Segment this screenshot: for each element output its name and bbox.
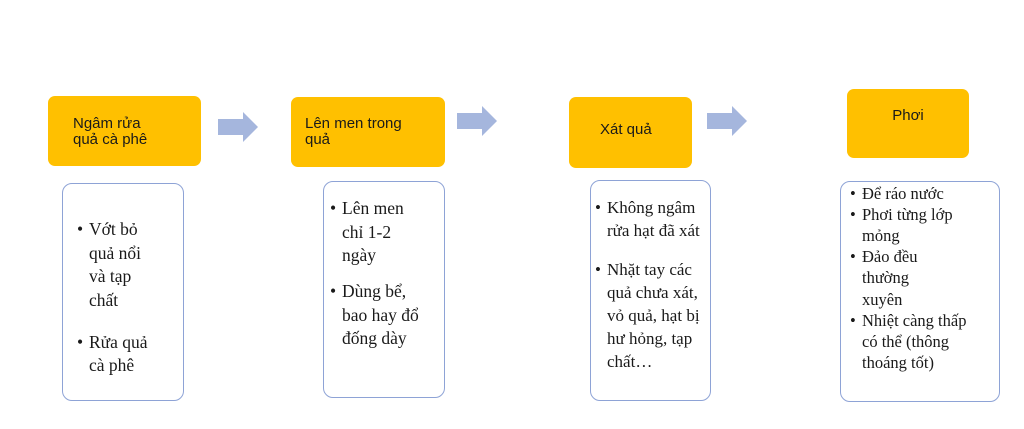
step-1-box — [48, 96, 201, 166]
step-4-detail-3: • Đảo đều thường xuyên — [850, 246, 997, 309]
step-4-title: Phơi — [892, 107, 924, 124]
step-1-details — [62, 183, 184, 401]
step-3-title: Xát quả — [600, 121, 652, 138]
step-1-detail-2: • Rửa quả cà phê — [77, 331, 177, 378]
step-1-detail-1: • Vớt bỏ quả nổi và tạp chất — [77, 218, 177, 313]
step-3-detail-1: • Không ngâm rửa hạt đã xát — [595, 197, 708, 243]
step-2-title: Lên men trong quả — [305, 115, 402, 148]
step-3-box — [569, 97, 692, 168]
right-arrow-icon — [457, 106, 497, 136]
step-2-detail-1: • Lên men chỉ 1-2 ngày — [330, 197, 440, 268]
step-4-detail-1: • Để ráo nước — [850, 183, 997, 204]
step-4-box — [847, 89, 969, 158]
step-2-details — [323, 181, 445, 398]
step-4-details — [840, 181, 1000, 402]
step-4-detail-4: • Nhiệt càng thấp có thể (thông thoáng tốt) — [850, 310, 997, 373]
step-4-detail-2: • Phơi từng lớp mỏng — [850, 204, 997, 246]
step-3-details — [590, 180, 711, 401]
step-1-title: Ngâm rửa quả cà phê — [73, 115, 148, 148]
right-arrow-icon — [218, 112, 258, 142]
step-3-detail-2: • Nhặt tay các quả chưa xát, vỏ quả, hạt bị hư hỏng, tạp chất… — [595, 259, 708, 374]
step-2-detail-2: • Dùng bể, bao hay đổ đống dày — [330, 280, 440, 351]
right-arrow-icon — [707, 106, 747, 136]
step-2-box — [291, 97, 445, 167]
